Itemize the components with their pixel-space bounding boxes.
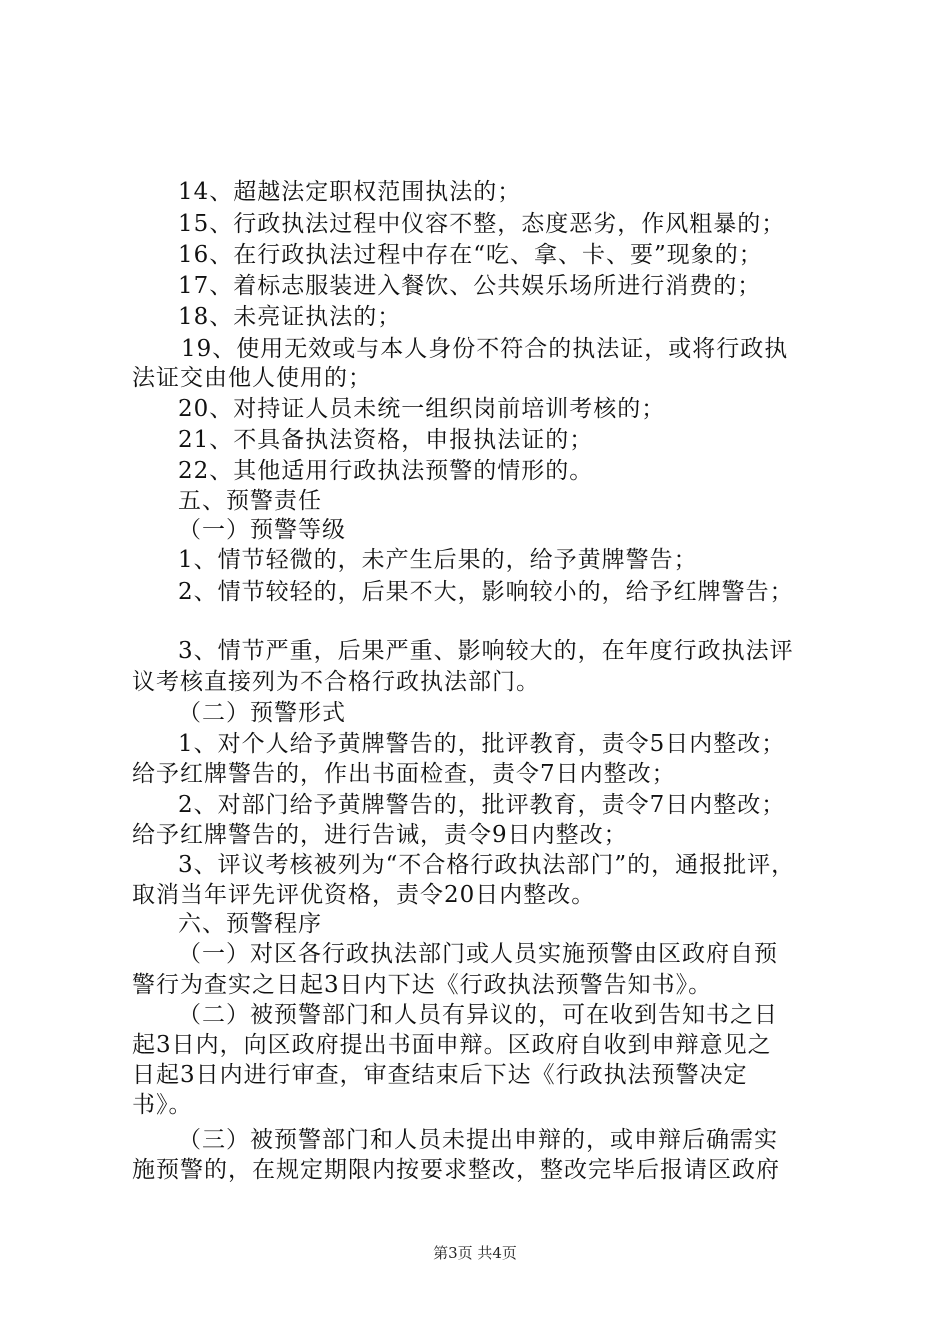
- text-line: （二）被预警部门和人员有异议的，可在收到告知书之日: [178, 1002, 778, 1028]
- subsection-heading: （一）预警等级: [178, 517, 346, 543]
- text-line: 议考核直接列为不合格行政执法部门。: [132, 669, 540, 695]
- text-line: 17、着标志服装进入餐饮、公共娱乐场所进行消费的；: [178, 273, 762, 299]
- text-line: 2、情节较轻的，后果不大，影响较小的，给予红牌警告；: [178, 579, 794, 605]
- text-line: 22、其他适用行政执法预警的情形的。: [178, 458, 594, 484]
- text-line: 施预警的，在规定期限内按要求整改，整改完毕后报请区政府: [132, 1157, 780, 1183]
- text-line: 给予红牌警告的，进行告诫，责令9日内整改；: [132, 822, 628, 848]
- text-line: 起3日内，向区政府提出书面申辩。区政府自收到申辩意见之: [132, 1032, 772, 1058]
- text-line: 15、行政执法过程中仪容不整，态度恶劣，作风粗暴的；: [178, 211, 786, 237]
- text-line: 20、对持证人员未统一组织岗前培训考核的；: [178, 396, 666, 422]
- text-line: 日起3日内进行审查，审查结束后下达《行政执法预警决定: [132, 1062, 748, 1088]
- text-line: 3、评议考核被列为“不合格行政执法部门”的，通报批评，: [178, 852, 796, 878]
- section-heading: 六、预警程序: [178, 911, 322, 937]
- text-line: 取消当年评先评优资格，责令20日内整改。: [132, 882, 596, 908]
- text-line: 书》。: [132, 1092, 193, 1118]
- text-line: 给予红牌警告的，作出书面检查，责令7日内整改；: [132, 761, 676, 787]
- text-line: 19、使用无效或与本人身份不符合的执法证，或将行政执: [181, 336, 789, 362]
- text-line: 2、对部门给予黄牌警告的，批评教育，责令7日内整改；: [178, 792, 786, 818]
- page-footer: 第3页 共4页: [433, 1244, 517, 1262]
- text-line: 法证交由他人使用的；: [132, 365, 372, 391]
- text-line: 16、在行政执法过程中存在“吃、拿、卡、要”现象的；: [178, 242, 763, 268]
- section-heading: 五、预警责任: [178, 488, 322, 514]
- subsection-heading: （二）预警形式: [178, 700, 346, 726]
- text-line: 18、未亮证执法的；: [178, 304, 402, 330]
- text-line: 14、超越法定职权范围执法的；: [178, 179, 522, 205]
- text-line: 1、情节轻微的，未产生后果的，给予黄牌警告；: [178, 547, 698, 573]
- text-line: 3、情节严重，后果严重、影响较大的，在年度行政执法评: [178, 638, 794, 664]
- text-line: 警行为查实之日起3日内下达《行政执法预警告知书》。: [132, 972, 713, 998]
- text-line: 1、对个人给予黄牌警告的，批评教育，责令5日内整改；: [178, 731, 786, 757]
- text-line: （三）被预警部门和人员未提出申辩的，或申辩后确需实: [178, 1127, 778, 1153]
- text-line: （一）对区各行政执法部门或人员实施预警由区政府自预: [178, 941, 778, 967]
- text-line: 21、不具备执法资格，申报执法证的；: [178, 427, 594, 453]
